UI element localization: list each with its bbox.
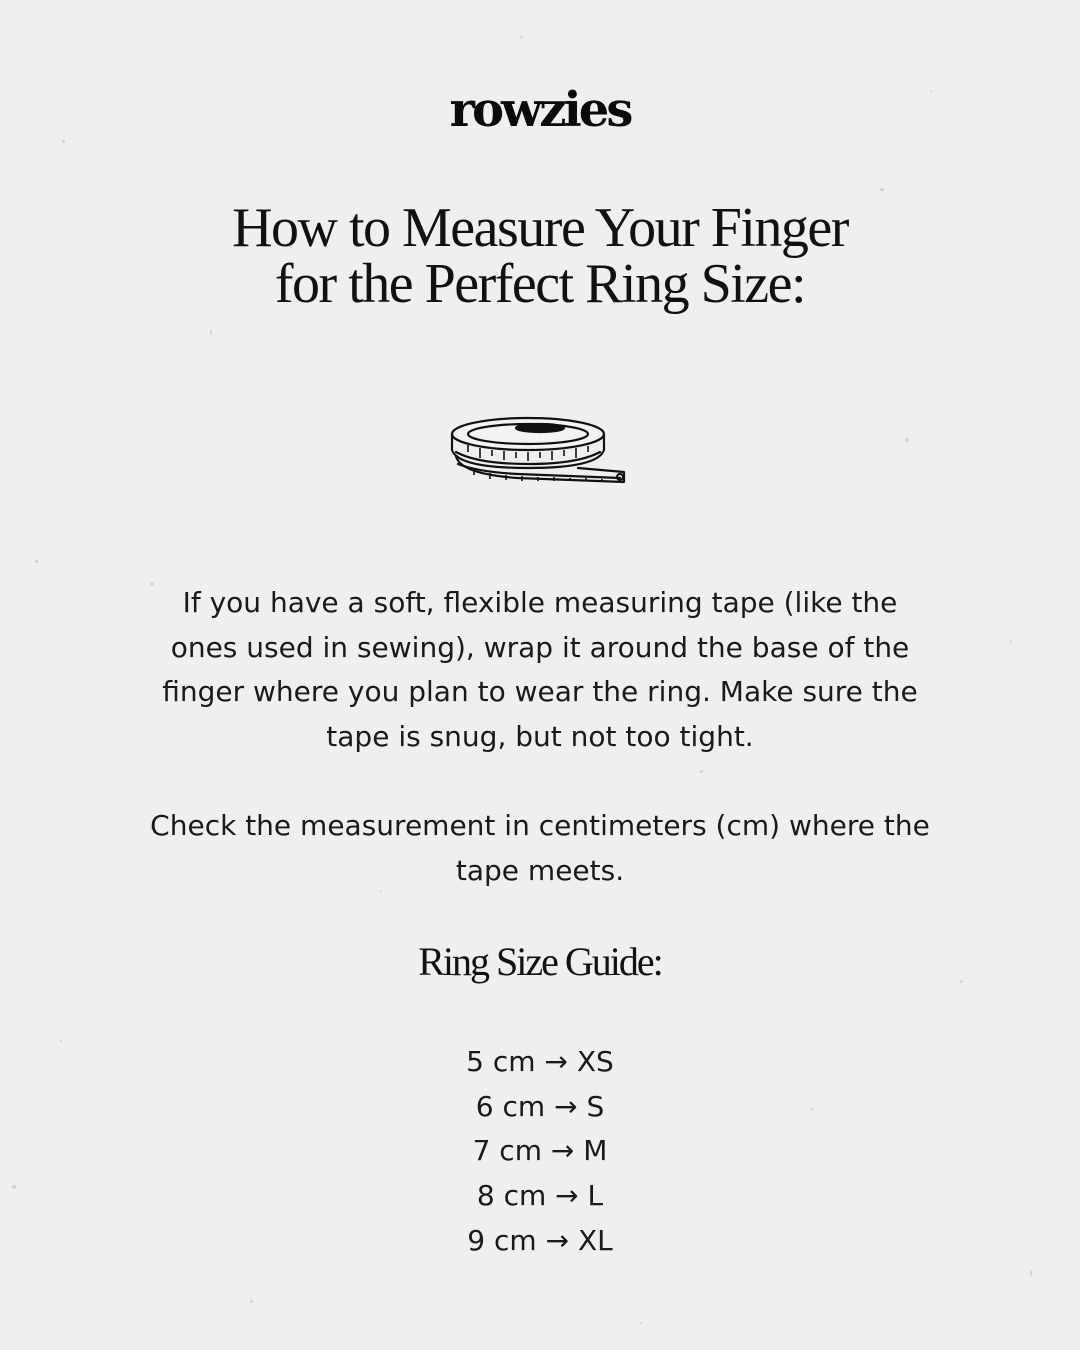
brand-logo: rowzies — [449, 82, 631, 138]
size-measurement: 5 cm — [466, 1045, 536, 1078]
arrow-icon: → — [544, 1045, 568, 1078]
size-label: XS — [576, 1045, 614, 1078]
size-row — [0, 1040, 1080, 1085]
size-label: M — [583, 1134, 608, 1168]
size-row — [0, 1085, 1080, 1130]
page-title — [0, 197, 1080, 315]
size-measurement: 7 cm — [472, 1134, 542, 1168]
arrow-icon: → — [555, 1179, 579, 1213]
size-label: L — [587, 1179, 604, 1213]
size-row — [0, 1219, 1080, 1264]
size-measurement: 6 cm — [475, 1089, 546, 1123]
arrow-icon: → — [554, 1089, 578, 1123]
size-row — [0, 1129, 1080, 1174]
size-label: S — [586, 1089, 605, 1123]
size-row — [0, 1174, 1080, 1219]
page-title-line-1: How to Measure Your Finger — [232, 197, 848, 259]
page-title-line-2: for the Perfect Ring Size: — [274, 253, 806, 315]
ring-size-guide-title: Ring Size Guide: — [418, 939, 662, 984]
arrow-icon: → — [550, 1134, 575, 1168]
size-label: XL — [577, 1223, 613, 1257]
instructions-paragraph-1: If you have a soft, flexible measuring tape (like the ones used in sewing), wrap it around the base of the finger where you plan to wear the ring. Make sure the tape is snug, but not too tight. — [162, 586, 918, 754]
size-measurement: 8 cm — [476, 1179, 547, 1213]
size-measurement: 9 cm — [467, 1223, 537, 1257]
measuring-tape-icon — [448, 412, 632, 496]
arrow-icon: → — [545, 1223, 570, 1257]
ring-size-list — [0, 1040, 1080, 1264]
instructions-paragraph-2: Check the measurement in centimeters (cm) where the tape meets. — [150, 809, 930, 887]
